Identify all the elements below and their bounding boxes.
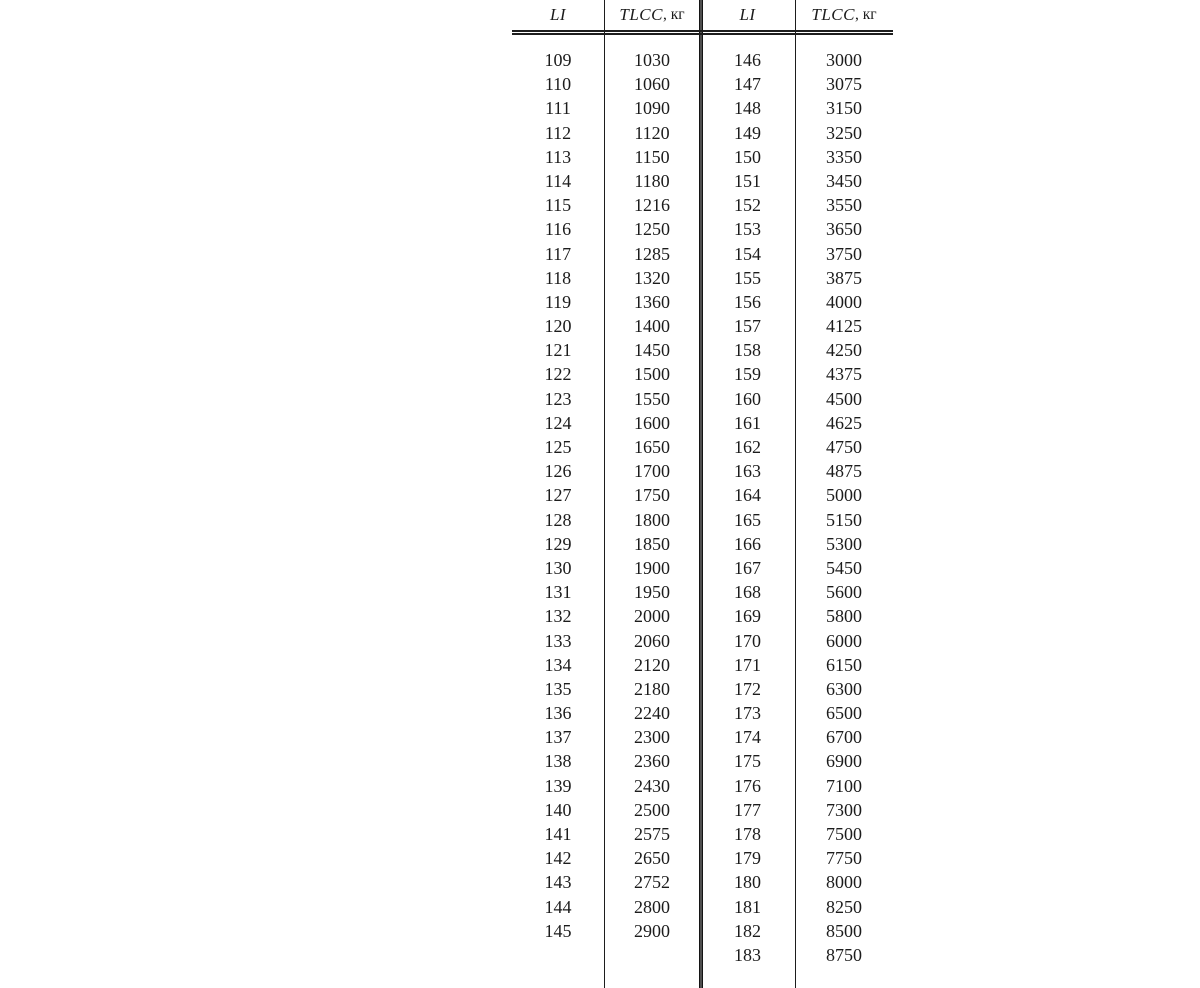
table-cell: 159: [734, 364, 761, 385]
column-header-li-left: [512, 0, 604, 30]
table-cell: 178: [734, 824, 761, 844]
table-cell: 183: [734, 944, 761, 965]
table-cell: 1950: [634, 582, 670, 603]
table-cell: 2900: [634, 920, 670, 941]
table-cell: 127: [544, 485, 572, 506]
table-cell: 129: [544, 533, 572, 554]
table-row: [512, 435, 893, 459]
table-cell: 130: [544, 557, 572, 578]
table-cell: 1750: [634, 485, 670, 506]
table-cell: 182: [734, 920, 761, 941]
table-cell: 122: [544, 364, 572, 385]
table-cell: 1285: [634, 243, 670, 264]
header-label: LI: [549, 5, 567, 24]
table-cell: 2060: [634, 630, 670, 651]
table-cell: 1650: [634, 437, 670, 457]
table-cell: 6150: [826, 654, 862, 675]
table-row: [512, 701, 893, 725]
table-row: [512, 338, 893, 362]
table-cell: 4500: [826, 388, 862, 409]
table-row: [512, 387, 893, 411]
li-tlcc-table: [512, 0, 893, 988]
table-cell: 123: [544, 388, 572, 409]
table-row: [512, 653, 893, 677]
table-cell: 1180: [634, 170, 670, 191]
table-cell: 1900: [634, 557, 670, 578]
table-cell: 165: [734, 509, 761, 530]
table-row: [512, 870, 893, 894]
table-cell: 152: [734, 195, 761, 216]
table-cell: 111: [545, 98, 571, 119]
table-cell: 8750: [826, 944, 862, 965]
table-cell: 131: [544, 582, 572, 603]
table-cell: 158: [734, 340, 761, 361]
table-row: [512, 725, 893, 749]
table-row: [512, 242, 893, 266]
table-row: [512, 459, 893, 483]
table-cell: 6900: [826, 751, 862, 772]
table-cell: 4875: [826, 461, 862, 482]
table-cell: 163: [734, 461, 761, 482]
table-cell: 2800: [634, 896, 670, 917]
table-cell: 7300: [826, 799, 862, 820]
header-label: TLCC: [619, 5, 663, 24]
table-row: [512, 677, 893, 701]
table-cell: 139: [544, 775, 572, 796]
table-cell: [604, 943, 700, 967]
table-cell: 2000: [634, 606, 670, 627]
table-cell: 1450: [634, 340, 670, 361]
table-cell: 115: [544, 195, 572, 216]
table-cell: 5000: [826, 485, 862, 506]
table-cell: 6500: [826, 703, 862, 724]
table-cell: 6700: [826, 727, 862, 748]
table-row: [512, 580, 893, 604]
table-cell: 3150: [826, 98, 862, 119]
table-cell: 151: [734, 170, 761, 191]
table-row: [512, 169, 893, 193]
table-header-row: [512, 0, 893, 30]
table-cell: 2240: [634, 703, 670, 724]
table-cell: 3000: [826, 50, 862, 70]
table-cell: 2500: [634, 799, 670, 820]
table-cell: 5800: [826, 606, 862, 627]
table-row: [512, 121, 893, 145]
table-cell: 3750: [826, 243, 862, 264]
table-cell: 144: [544, 896, 572, 917]
table-cell: 109: [544, 50, 572, 70]
table-cell: 117: [544, 243, 572, 264]
table-cell: 137: [544, 727, 572, 748]
table-cell: 128: [544, 509, 572, 530]
table-cell: 7500: [826, 824, 862, 844]
table-cell: 141: [544, 824, 572, 844]
table-cell: 6000: [826, 630, 862, 651]
table-cell: 149: [734, 122, 761, 143]
table-cell: 125: [544, 437, 572, 457]
table-cell: 121: [544, 340, 572, 361]
table-row: [512, 72, 893, 96]
table-cell: 7750: [826, 848, 862, 869]
table-row: [512, 556, 893, 580]
table-cell: 138: [544, 751, 572, 772]
table-cell: 1320: [634, 267, 670, 288]
column-header-tlcc-right: [795, 0, 893, 30]
table-cell: 169: [734, 606, 761, 627]
table-cell: 8500: [826, 920, 862, 941]
table-row: [512, 798, 893, 822]
table-cell: 3550: [826, 195, 862, 216]
table-cell: 2180: [634, 678, 670, 699]
table-cell: 1120: [634, 122, 670, 143]
table-row: [512, 846, 893, 870]
table-cell: 1400: [634, 316, 670, 337]
table-cell: 162: [734, 437, 761, 457]
table-cell: 1250: [634, 219, 670, 240]
header-unit: , кг: [662, 6, 685, 23]
table-cell: 119: [544, 291, 572, 312]
table-cell: 157: [734, 316, 761, 337]
table-cell: 160: [734, 388, 761, 409]
table-cell: 179: [734, 848, 761, 869]
table-cell: 166: [734, 533, 761, 554]
table-cell: 2650: [634, 848, 670, 869]
table-cell: 3075: [826, 74, 862, 95]
table-cell: 176: [734, 775, 761, 796]
table-row: [512, 266, 893, 290]
table-cell: 2300: [634, 727, 670, 748]
table-cell: 154: [734, 243, 761, 264]
table-cell: 1800: [634, 509, 670, 530]
table-cell: 171: [734, 654, 761, 675]
table-cell: 1060: [634, 74, 670, 95]
table-cell: 147: [734, 74, 761, 95]
table-cell: 146: [734, 50, 761, 70]
table-row: [512, 604, 893, 628]
table-row: [512, 943, 893, 967]
table-row: [512, 314, 893, 338]
table-cell: 118: [544, 267, 572, 288]
table-cell: 135: [544, 678, 572, 699]
table-cell: 1090: [634, 98, 670, 119]
table-cell: 3350: [826, 146, 862, 167]
table-cell: 4750: [826, 437, 862, 457]
table-cell: 172: [734, 678, 761, 699]
table-cell: 4250: [826, 340, 862, 361]
table-cell: 6300: [826, 678, 862, 699]
table-row: [512, 919, 893, 943]
table-cell: 4125: [826, 316, 862, 337]
table-row: [512, 48, 893, 72]
table-row: [512, 411, 893, 435]
table-cell: 5150: [826, 509, 862, 530]
table-cell: 126: [544, 461, 572, 482]
column-header-li-right: [700, 0, 795, 30]
table-cell: 170: [734, 630, 761, 651]
table-row: [512, 217, 893, 241]
table-row: [512, 774, 893, 798]
table-row: [512, 290, 893, 314]
table-cell: 5600: [826, 582, 862, 603]
table-cell: 150: [734, 146, 761, 167]
table-row: [512, 822, 893, 846]
table-cell: 114: [544, 170, 572, 191]
table-cell: 145: [544, 920, 572, 941]
table-cell: 180: [734, 872, 761, 893]
table-cell: 4625: [826, 412, 862, 433]
table-cell: 113: [544, 146, 572, 167]
table-row: [512, 532, 893, 556]
table-row: [512, 895, 893, 919]
table-cell: 1150: [634, 146, 670, 167]
table-cell: 2120: [634, 654, 670, 675]
table-row: [512, 145, 893, 169]
table-cell: 161: [734, 412, 761, 433]
table-cell: 1360: [634, 291, 670, 312]
table-cell: 155: [734, 267, 761, 288]
header-label: TLCC: [811, 5, 855, 24]
table-row: [512, 508, 893, 532]
table-cell: 153: [734, 219, 761, 240]
table-cell: 8250: [826, 896, 862, 917]
table-cell: 3650: [826, 219, 862, 240]
table-row: [512, 483, 893, 507]
header-unit: , кг: [854, 6, 877, 23]
table-cell: 173: [734, 703, 761, 724]
table-cell: 2575: [634, 824, 670, 844]
table-cell: 3875: [826, 267, 862, 288]
table-cell: 2360: [634, 751, 670, 772]
table-cell: 181: [734, 896, 761, 917]
table-cell: 1700: [634, 461, 670, 482]
table-row: [512, 96, 893, 120]
table-cell: 124: [544, 412, 572, 433]
table-cell: 5450: [826, 557, 862, 578]
table-cell: 1600: [634, 412, 670, 433]
table-cell: 2430: [634, 775, 670, 796]
table-cell: 3250: [826, 122, 862, 143]
table-cell: 120: [544, 316, 572, 337]
table-row: [512, 193, 893, 217]
table-cell: 2752: [634, 872, 670, 893]
table-cell: 110: [544, 74, 572, 95]
table-row: [512, 749, 893, 773]
table-cell: 1850: [634, 533, 670, 554]
table-cell: 4375: [826, 364, 862, 385]
table-cell: 3450: [826, 170, 862, 191]
table-cell: 136: [544, 703, 572, 724]
table-cell: 177: [734, 799, 761, 820]
table-cell: 4000: [826, 291, 862, 312]
table-cell: 1500: [634, 364, 670, 385]
table-row: [512, 362, 893, 386]
table-cell: 1550: [634, 388, 670, 409]
table-cell: 156: [734, 291, 761, 312]
table-cell: 134: [544, 654, 572, 675]
table-cell: [512, 943, 604, 967]
table-cell: 112: [544, 122, 572, 143]
table-cell: 5300: [826, 533, 862, 554]
table-cell: 164: [734, 485, 761, 506]
column-header-tlcc-left: [604, 0, 700, 30]
table-cell: 7100: [826, 775, 862, 796]
header-label: LI: [739, 5, 756, 24]
table-cell: 168: [734, 582, 761, 603]
table-cell: 175: [734, 751, 761, 772]
table-cell: 148: [734, 98, 761, 119]
table-cell: 140: [544, 799, 572, 820]
table-cell: 8000: [826, 872, 862, 893]
table-cell: 132: [544, 606, 572, 627]
table-cell: 116: [544, 219, 572, 240]
table-cell: 143: [544, 872, 572, 893]
table-cell: 1030: [634, 50, 670, 70]
table-row: [512, 629, 893, 653]
table-cell: 167: [734, 557, 761, 578]
table-body: [512, 35, 893, 967]
table-cell: 142: [544, 848, 572, 869]
table-cell: 1216: [634, 195, 670, 216]
table-cell: 174: [734, 727, 761, 748]
table-cell: 133: [544, 630, 572, 651]
